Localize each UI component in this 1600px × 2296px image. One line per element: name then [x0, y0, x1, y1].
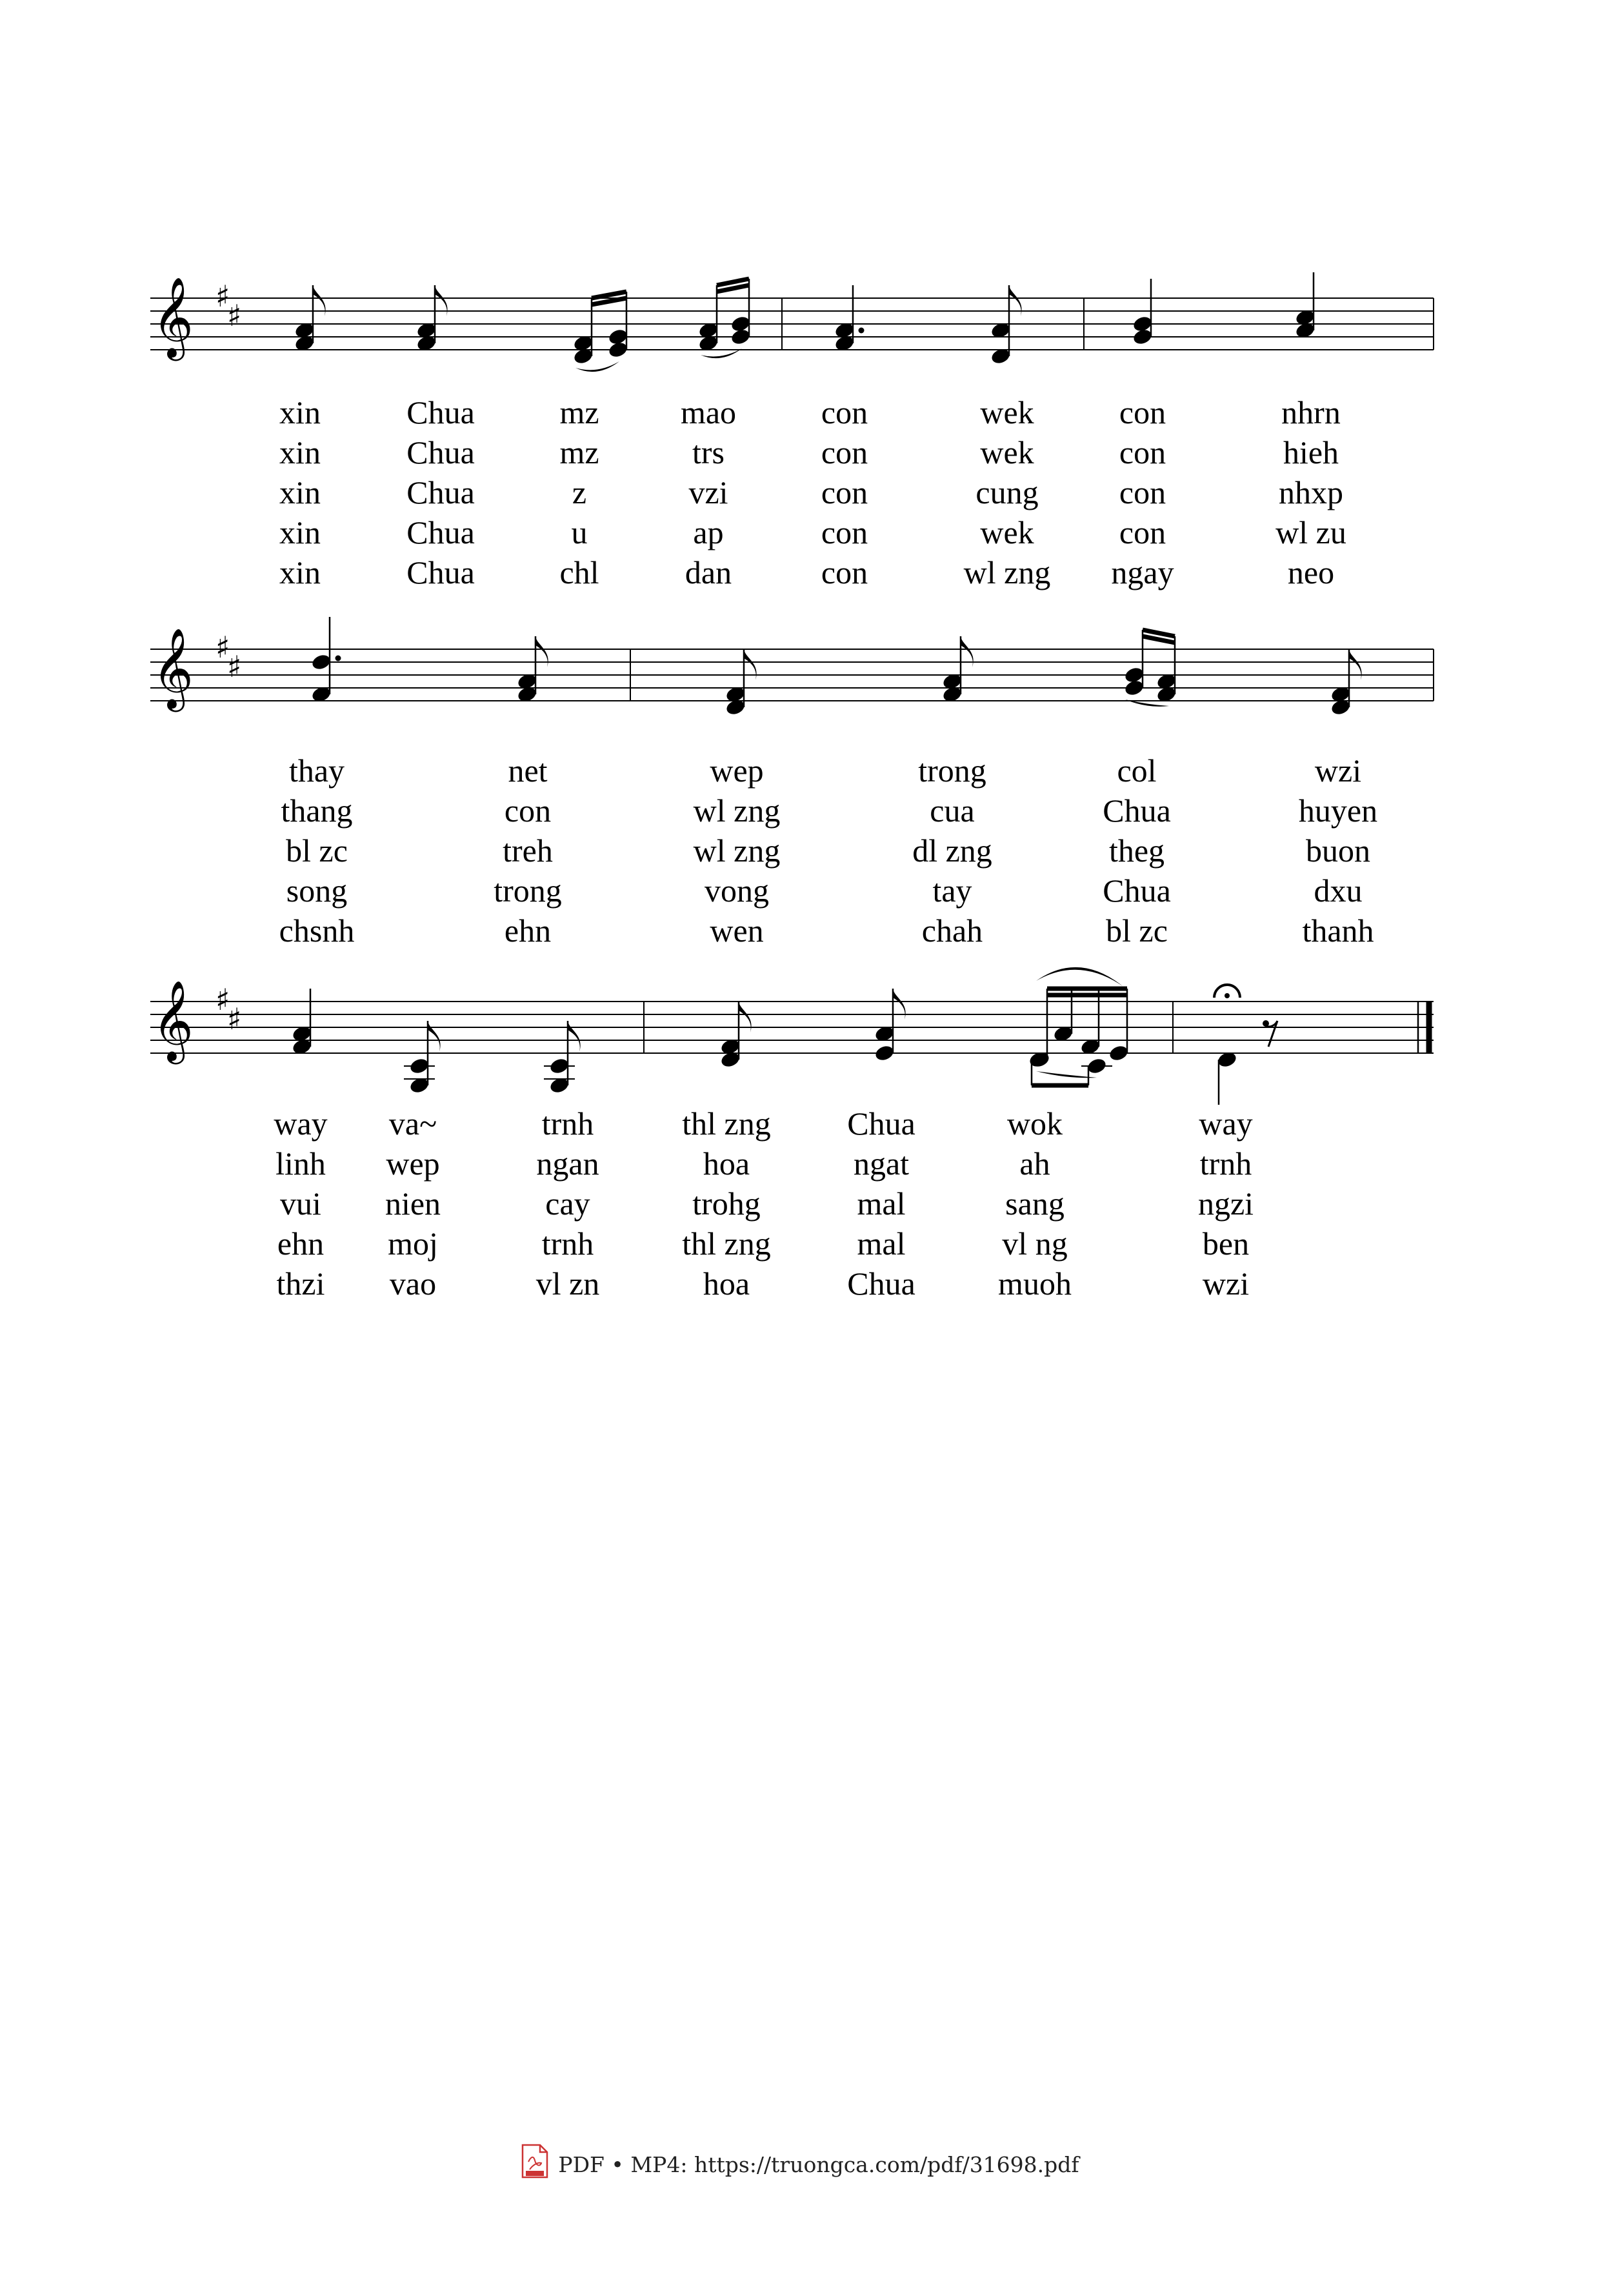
note — [572, 298, 594, 366]
note — [725, 649, 756, 717]
lyric-syllable: ap — [693, 514, 724, 550]
lyric-syllable: trohg — [692, 1185, 761, 1222]
lyric-syllable: xin — [279, 434, 321, 470]
sharp-c-icon: ♯ — [227, 298, 242, 333]
lyric-syllable: mal — [857, 1185, 906, 1222]
lyric-syllable: vzi — [688, 474, 728, 510]
lyric-syllable: trong — [494, 872, 562, 909]
lyric-syllable: Chua — [406, 434, 475, 470]
lyric-syllable: vong — [705, 872, 769, 909]
sharp-f-icon: ♯ — [215, 630, 230, 665]
lyric-syllable: con — [821, 474, 868, 510]
lyric-syllable: Chua — [406, 554, 475, 590]
lyric-syllable: vui — [280, 1185, 321, 1222]
lyric-syllable: con — [1119, 394, 1166, 430]
note — [310, 617, 341, 704]
lyric-syllable: wen — [710, 912, 764, 949]
note — [941, 636, 973, 704]
lyric-syllable: net — [508, 752, 548, 789]
lyric-syllable: xin — [279, 394, 321, 430]
lyric-syllable: Chua — [1103, 872, 1171, 909]
lyric-syllable: cay — [545, 1185, 590, 1222]
notehead — [1108, 1043, 1129, 1062]
lyric-syllable: Chua — [406, 514, 475, 550]
lyric-syllable: Chua — [1103, 792, 1171, 829]
lyric-syllable: nhxp — [1279, 474, 1343, 510]
note — [404, 1021, 441, 1095]
lyric-syllable: trong — [918, 752, 986, 789]
lyric-syllable: wep — [710, 752, 764, 789]
lyric-syllable: wek — [980, 434, 1034, 470]
lyric-syllable: mal — [857, 1225, 906, 1262]
notehead — [874, 1043, 895, 1062]
pdf-file-icon — [521, 2144, 549, 2184]
footer-link[interactable]: PDF • MP4: https://truongca.com/pdf/31698.pdf — [558, 2152, 1079, 2177]
note — [516, 636, 548, 704]
lyric-syllable: mao — [680, 394, 737, 430]
note — [291, 989, 312, 1056]
sharp-c-icon: ♯ — [227, 649, 242, 684]
slur — [1036, 967, 1123, 986]
lyric-syllable: wzi — [1202, 1265, 1250, 1302]
lyric-syllable: neo — [1287, 554, 1335, 590]
flag — [428, 1021, 441, 1052]
lyric-syllable: Chua — [847, 1105, 915, 1142]
lyric-syllable: ehn — [277, 1225, 325, 1262]
sharp-f-icon: ♯ — [215, 982, 230, 1017]
lyric-syllable: con — [821, 554, 868, 590]
lyric-syllable: wok — [1006, 1105, 1063, 1142]
lyric-syllable: vl zn — [535, 1265, 600, 1302]
lyric-syllable: hoa — [703, 1145, 750, 1182]
note — [1216, 1050, 1237, 1105]
lyric-syllable: cua — [930, 792, 975, 829]
lyric-syllable: wep — [386, 1145, 440, 1182]
lyric-syllable: ngay — [1111, 554, 1174, 590]
lyric-syllable: va~ — [388, 1105, 437, 1142]
notehead — [1086, 1056, 1107, 1075]
note — [1108, 1008, 1129, 1063]
lyric-syllable: treh — [503, 832, 553, 869]
lyric-syllable: ngzi — [1197, 1185, 1254, 1222]
lyric-syllable: thl zng — [682, 1105, 771, 1142]
lyric-syllable: dl zng — [912, 832, 992, 869]
notehead — [607, 327, 628, 346]
note — [1155, 636, 1177, 704]
lyric-syllable: col — [1117, 752, 1157, 789]
note — [1081, 1056, 1112, 1075]
lyric-syllable: thang — [281, 792, 353, 829]
note — [697, 285, 719, 353]
flag — [568, 1021, 581, 1052]
lyric-syllable: wl zng — [693, 832, 781, 869]
lyric-syllable: bl zc — [1106, 912, 1168, 949]
note — [1294, 272, 1315, 340]
notehead — [408, 1056, 430, 1075]
lyric-syllable: Chua — [406, 474, 475, 510]
lyric-syllable: xin — [279, 474, 321, 510]
lyric-syllable: way — [1199, 1105, 1253, 1142]
lyric-syllable: con — [821, 514, 868, 550]
lyric-syllable: wl zng — [693, 792, 781, 829]
staff-3 — [150, 967, 1434, 1105]
lyric-syllable: hieh — [1283, 434, 1339, 470]
lyric-syllable: xin — [279, 554, 321, 590]
lyric-syllable: vao — [389, 1265, 437, 1302]
sharp-c-icon: ♯ — [227, 1002, 242, 1036]
note — [834, 285, 864, 353]
lyric-syllable: muoh — [998, 1265, 1072, 1302]
lyric-syllable: buon — [1306, 832, 1370, 869]
lyric-syllable: chl — [559, 554, 599, 590]
lyric-syllable: cung — [975, 474, 1039, 510]
lyric-syllable: dxu — [1314, 872, 1363, 909]
note — [294, 285, 325, 353]
staff-2 — [150, 617, 1434, 717]
notehead — [310, 652, 332, 671]
lyric-syllable: mz — [559, 434, 599, 470]
staff-1 — [150, 272, 1434, 372]
lyric-syllable: con — [504, 792, 552, 829]
lyric-syllable: con — [1119, 514, 1166, 550]
lyric-syllable: hoa — [703, 1265, 750, 1302]
lyric-syllable: moj — [388, 1225, 438, 1262]
note — [719, 1002, 751, 1069]
lyric-syllable: nhrn — [1281, 394, 1341, 430]
lyric-syllable: Chua — [847, 1265, 915, 1302]
lyric-syllable: wek — [980, 514, 1034, 550]
notehead — [1132, 314, 1153, 333]
lyric-syllable: trnh — [1199, 1145, 1252, 1182]
lyric-syllable: mz — [559, 394, 599, 430]
lyric-syllable: z — [572, 474, 587, 510]
dot — [335, 656, 341, 661]
lyric-syllable: ehn — [504, 912, 552, 949]
lyric-syllable: wzi — [1314, 752, 1362, 789]
fermata-dot — [1225, 993, 1230, 998]
lyric-syllable: con — [1119, 434, 1166, 470]
lyric-syllable: sang — [1005, 1185, 1065, 1222]
notehead — [1123, 665, 1145, 684]
lyric-syllable: theg — [1108, 832, 1165, 869]
lyric-syllable: wl zng — [963, 554, 1051, 590]
lyric-syllable: vl ng — [1002, 1225, 1068, 1262]
notehead — [548, 1056, 570, 1075]
note — [874, 989, 905, 1063]
lyric-syllable: song — [286, 872, 348, 909]
treble-clef-icon: 𝄞 — [152, 980, 194, 1061]
lyric-syllable: ngat — [853, 1145, 910, 1182]
lyric-syllable: ah — [1019, 1145, 1050, 1182]
note — [544, 1021, 581, 1095]
lyric-syllable: bl zc — [286, 832, 348, 869]
lyric-syllable: huyen — [1298, 792, 1378, 829]
lyric-syllable: con — [821, 394, 868, 430]
lyric-syllable: chah — [921, 912, 983, 949]
lyric-syllable: con — [1119, 474, 1166, 510]
lyric-syllable: chsnh — [279, 912, 355, 949]
lyric-syllable: trnh — [541, 1225, 594, 1262]
lyric-syllable: ben — [1202, 1225, 1250, 1262]
page-footer — [0, 2146, 1600, 2186]
note — [1123, 630, 1145, 698]
note — [990, 285, 1021, 366]
lyric-syllable: nien — [385, 1185, 441, 1222]
lyric-syllable: u — [571, 514, 588, 550]
treble-clef-icon: 𝄞 — [152, 628, 194, 709]
lyric-syllable: way — [274, 1105, 328, 1142]
lyric-syllable: thanh — [1302, 912, 1374, 949]
treble-clef-icon: 𝄞 — [152, 277, 194, 357]
lyric-syllable: Chua — [406, 394, 475, 430]
lyric-syllable: tay — [932, 872, 972, 909]
lyric-syllable: thzi — [276, 1265, 325, 1302]
lyric-syllable: linh — [275, 1145, 326, 1182]
notehead — [730, 314, 751, 333]
lyric-syllable: con — [821, 434, 868, 470]
lyric-syllable: trnh — [541, 1105, 594, 1142]
lyric-syllable: ngan — [536, 1145, 599, 1182]
lyric-syllable: dan — [685, 554, 732, 590]
lyric-syllable: wek — [980, 394, 1034, 430]
note — [1079, 1002, 1101, 1056]
note — [415, 285, 447, 353]
lyric-syllable: thay — [288, 752, 345, 789]
lyric-syllable: wl zu — [1275, 514, 1346, 550]
rest-dot — [1263, 1020, 1269, 1027]
lyric-syllable: trs — [692, 434, 725, 470]
lyric-syllable: xin — [279, 514, 321, 550]
dot — [859, 328, 865, 334]
sharp-f-icon: ♯ — [215, 279, 230, 314]
lyric-syllable: thl zng — [682, 1225, 771, 1262]
note — [1132, 279, 1153, 347]
note — [1330, 649, 1361, 717]
